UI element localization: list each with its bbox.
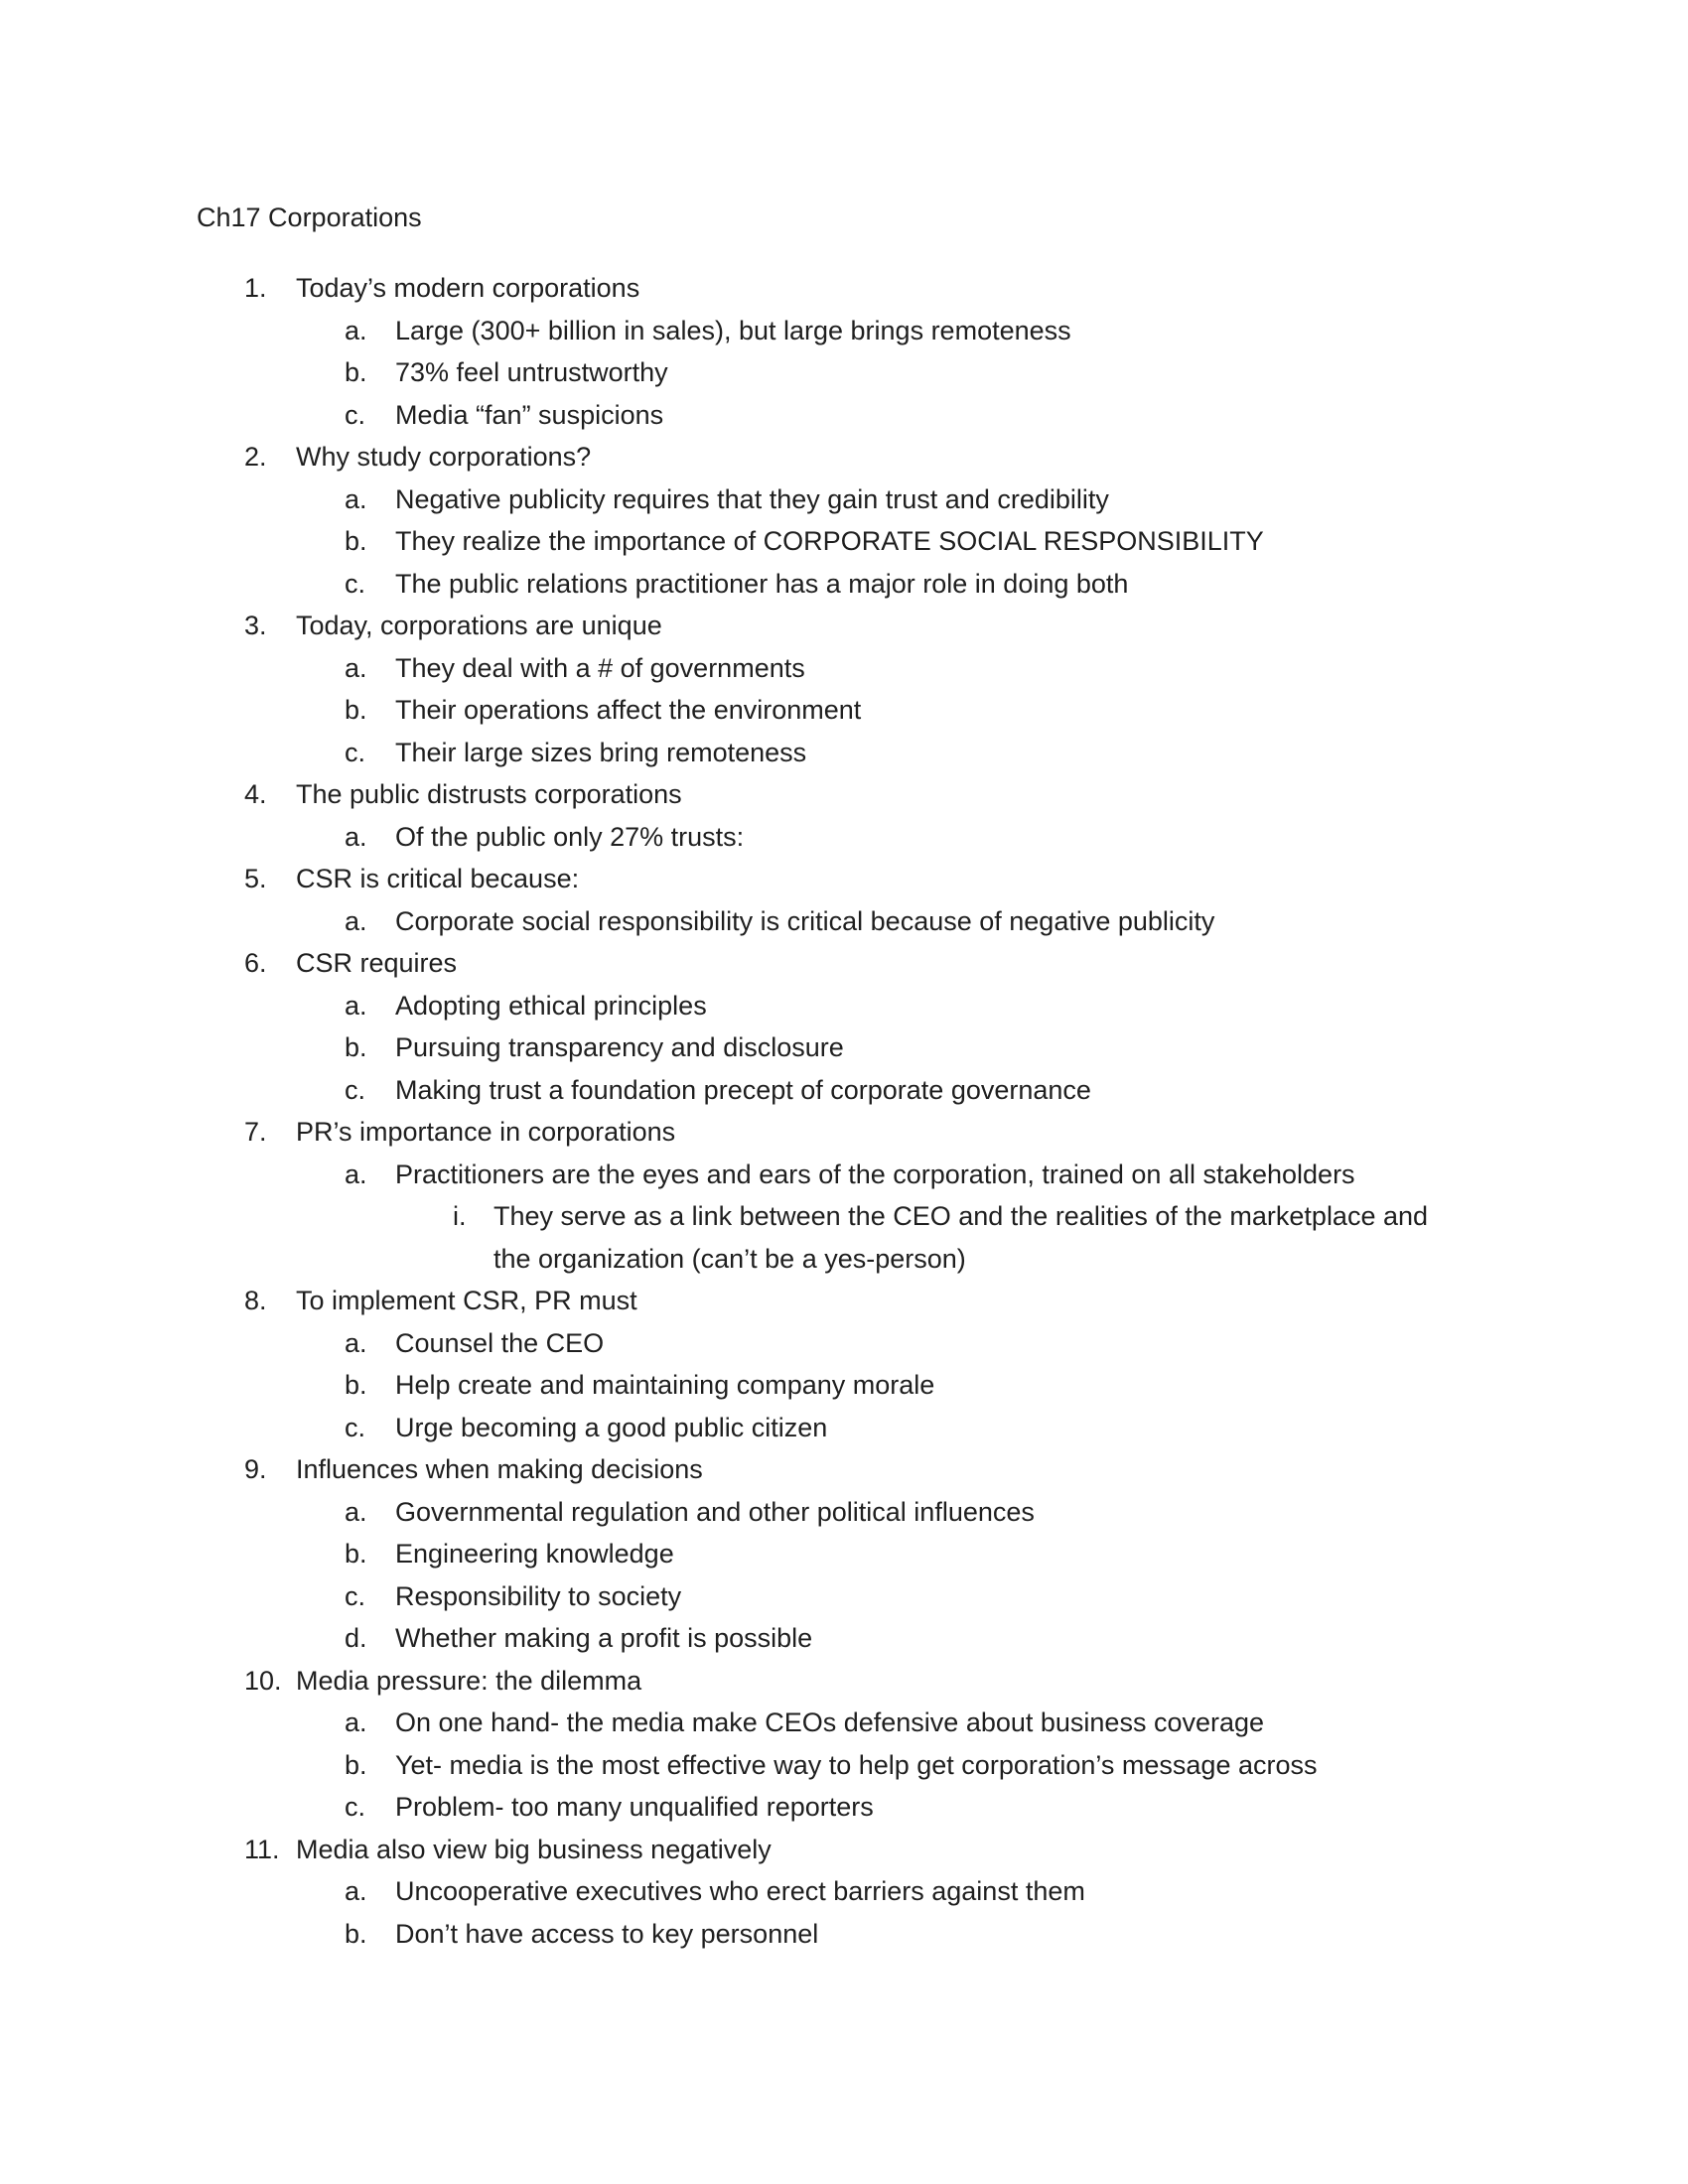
list-marker: b. — [345, 1749, 367, 1780]
outline-subitem — [0, 563, 1688, 606]
list-marker: b. — [345, 357, 367, 387]
list-marker: a. — [345, 652, 367, 683]
list-marker: b. — [345, 526, 367, 556]
outline-item — [0, 436, 1688, 478]
list-item-text: PR’s importance in corporations — [296, 1117, 676, 1147]
outline-item — [0, 1660, 1688, 1703]
list-item-text: Large (300+ billion in sales), but large brings remoteness — [395, 315, 1071, 345]
outline-subsubitem — [0, 1195, 1688, 1238]
outline-item — [0, 1111, 1688, 1154]
list-item-text: The public distrusts corporations — [296, 779, 682, 809]
list-item-text: They deal with a # of governments — [395, 652, 805, 683]
outline-subitem — [0, 1702, 1688, 1744]
list-marker: a. — [345, 1707, 367, 1737]
list-marker: c. — [345, 1074, 366, 1105]
outline-subitem — [0, 1491, 1688, 1534]
list-item-text: Uncooperative executives who erect barriers against them — [395, 1876, 1085, 1906]
list-item-text: the organization (can’t be a yes-person) — [493, 1243, 966, 1274]
outline-subitem — [0, 520, 1688, 563]
list-item-text: Corporate social responsibility is critical because of negative publicity — [395, 905, 1215, 936]
list-marker: a. — [345, 483, 367, 514]
outline-subitem — [0, 1322, 1688, 1365]
list-marker: i. — [453, 1201, 467, 1231]
list-marker: 6. — [244, 948, 267, 978]
list-item-text: Why study corporations? — [296, 442, 592, 472]
list-item-text: Today’s modern corporations — [296, 273, 640, 303]
list-marker: c. — [345, 1580, 366, 1611]
list-item-text: Engineering knowledge — [395, 1539, 674, 1569]
list-item-text: On one hand- the media make CEOs defensive about business coverage — [395, 1707, 1265, 1737]
list-marker: b. — [345, 1032, 367, 1062]
list-marker: 9. — [244, 1454, 267, 1484]
list-marker: 5. — [244, 864, 267, 893]
list-marker: 8. — [244, 1286, 267, 1315]
list-marker: c. — [345, 737, 366, 767]
outline-subitem — [0, 351, 1688, 394]
list-marker: c. — [345, 399, 366, 430]
list-item-text: The public relations practitioner has a major role in doing both — [395, 568, 1129, 599]
list-marker: a. — [345, 1327, 367, 1358]
outline-subitem — [0, 1364, 1688, 1407]
list-item-text: To implement CSR, PR must — [296, 1286, 637, 1315]
list-item-text: Media pressure: the dilemma — [296, 1665, 642, 1696]
list-marker: b. — [345, 1539, 367, 1569]
list-item-text: Problem- too many unqualified reporters — [395, 1792, 874, 1822]
list-marker: a. — [345, 315, 367, 345]
outline-subitem — [0, 310, 1688, 352]
outline-subitem — [0, 1744, 1688, 1787]
list-marker: 10. — [244, 1665, 282, 1696]
list-item-text: Their large sizes bring remoteness — [395, 737, 807, 767]
outline-subitem — [0, 1575, 1688, 1618]
list-item-text: Pursuing transparency and disclosure — [395, 1032, 844, 1062]
outline-subitem — [0, 647, 1688, 690]
list-item-text: They realize the importance of CORPORATE SOCIAL RESPONSIBILITY — [395, 526, 1264, 556]
list-item-text: Their operations affect the environment — [395, 695, 862, 725]
outline-subitem — [0, 1069, 1688, 1112]
list-marker: 4. — [244, 779, 267, 809]
list-marker: 1. — [244, 273, 267, 303]
list-item-text: They serve as a link between the CEO and the realities of the marketplace and — [493, 1201, 1429, 1231]
list-item-text: 73% feel untrustworthy — [395, 357, 668, 387]
document-title: Ch17 Corporations — [197, 203, 422, 232]
outline-subitem — [0, 1617, 1688, 1660]
outline-subitem — [0, 1786, 1688, 1829]
list-item-text: Governmental regulation and other political influences — [395, 1496, 1035, 1527]
list-marker: d. — [345, 1623, 367, 1653]
list-item-text: Don’t have access to key personnel — [395, 1918, 819, 1949]
outline-subitem — [0, 1870, 1688, 1913]
list-item-text: Today, corporations are unique — [296, 611, 662, 640]
outline-item — [0, 942, 1688, 985]
list-item-text: Media also view big business negatively — [296, 1834, 772, 1864]
list-marker: b. — [345, 1370, 367, 1400]
outline-subitem — [0, 985, 1688, 1027]
list-item-text: Of the public only 27% trusts: — [395, 821, 745, 852]
list-marker: c. — [345, 1792, 366, 1822]
list-marker: c. — [345, 1412, 366, 1442]
outline-subitem — [0, 1026, 1688, 1069]
outline-item — [0, 773, 1688, 816]
list-item-text: Help create and maintaining company morale — [395, 1370, 935, 1400]
list-marker: 2. — [244, 442, 267, 472]
outline-item — [0, 267, 1688, 310]
outline-subsubitem-continuation — [0, 1238, 1688, 1281]
list-item-text: Responsibility to society — [395, 1580, 682, 1611]
outline-subitem — [0, 394, 1688, 437]
list-marker: c. — [345, 568, 366, 599]
list-item-text: CSR requires — [296, 948, 458, 978]
outline-subitem — [0, 478, 1688, 521]
list-item-text: Media “fan” suspicions — [395, 399, 664, 430]
outline-subitem — [0, 1533, 1688, 1575]
list-marker: b. — [345, 695, 367, 725]
list-item-text: CSR is critical because: — [296, 864, 580, 893]
list-marker: 3. — [244, 611, 267, 640]
outline-subitem — [0, 900, 1688, 943]
outline-subitem — [0, 732, 1688, 774]
list-marker: 11. — [244, 1834, 280, 1864]
list-marker: a. — [345, 1876, 367, 1906]
list-marker: a. — [345, 1496, 367, 1527]
list-marker: a. — [345, 905, 367, 936]
outline-subitem — [0, 1913, 1688, 1956]
list-marker: a. — [345, 1159, 367, 1189]
outline-list — [0, 267, 1688, 1955]
list-marker: b. — [345, 1918, 367, 1949]
list-item-text: Adopting ethical principles — [395, 990, 707, 1021]
list-item-text: Negative publicity requires that they gain trust and credibility — [395, 483, 1109, 514]
outline-subitem — [0, 689, 1688, 732]
list-item-text: Yet- media is the most effective way to help get corporation’s message across — [395, 1749, 1318, 1780]
outline-subitem — [0, 1407, 1688, 1449]
list-item-text: Practitioners are the eyes and ears of the corporation, trained on all stakeholders — [395, 1159, 1355, 1189]
list-item-text: Whether making a profit is possible — [395, 1623, 813, 1653]
outline-item — [0, 858, 1688, 900]
outline-item — [0, 1829, 1688, 1871]
outline-item — [0, 605, 1688, 647]
outline-subitem — [0, 816, 1688, 859]
outline-item — [0, 1448, 1688, 1491]
list-marker: 7. — [244, 1117, 267, 1147]
outline-subitem — [0, 1154, 1688, 1196]
list-item-text: Urge becoming a good public citizen — [395, 1412, 828, 1442]
list-item-text: Influences when making decisions — [296, 1454, 703, 1484]
list-item-text: Counsel the CEO — [395, 1327, 605, 1358]
list-marker: a. — [345, 990, 367, 1021]
list-marker: a. — [345, 821, 367, 852]
outline-item — [0, 1280, 1688, 1322]
list-item-text: Making trust a foundation precept of corporate governance — [395, 1074, 1091, 1105]
